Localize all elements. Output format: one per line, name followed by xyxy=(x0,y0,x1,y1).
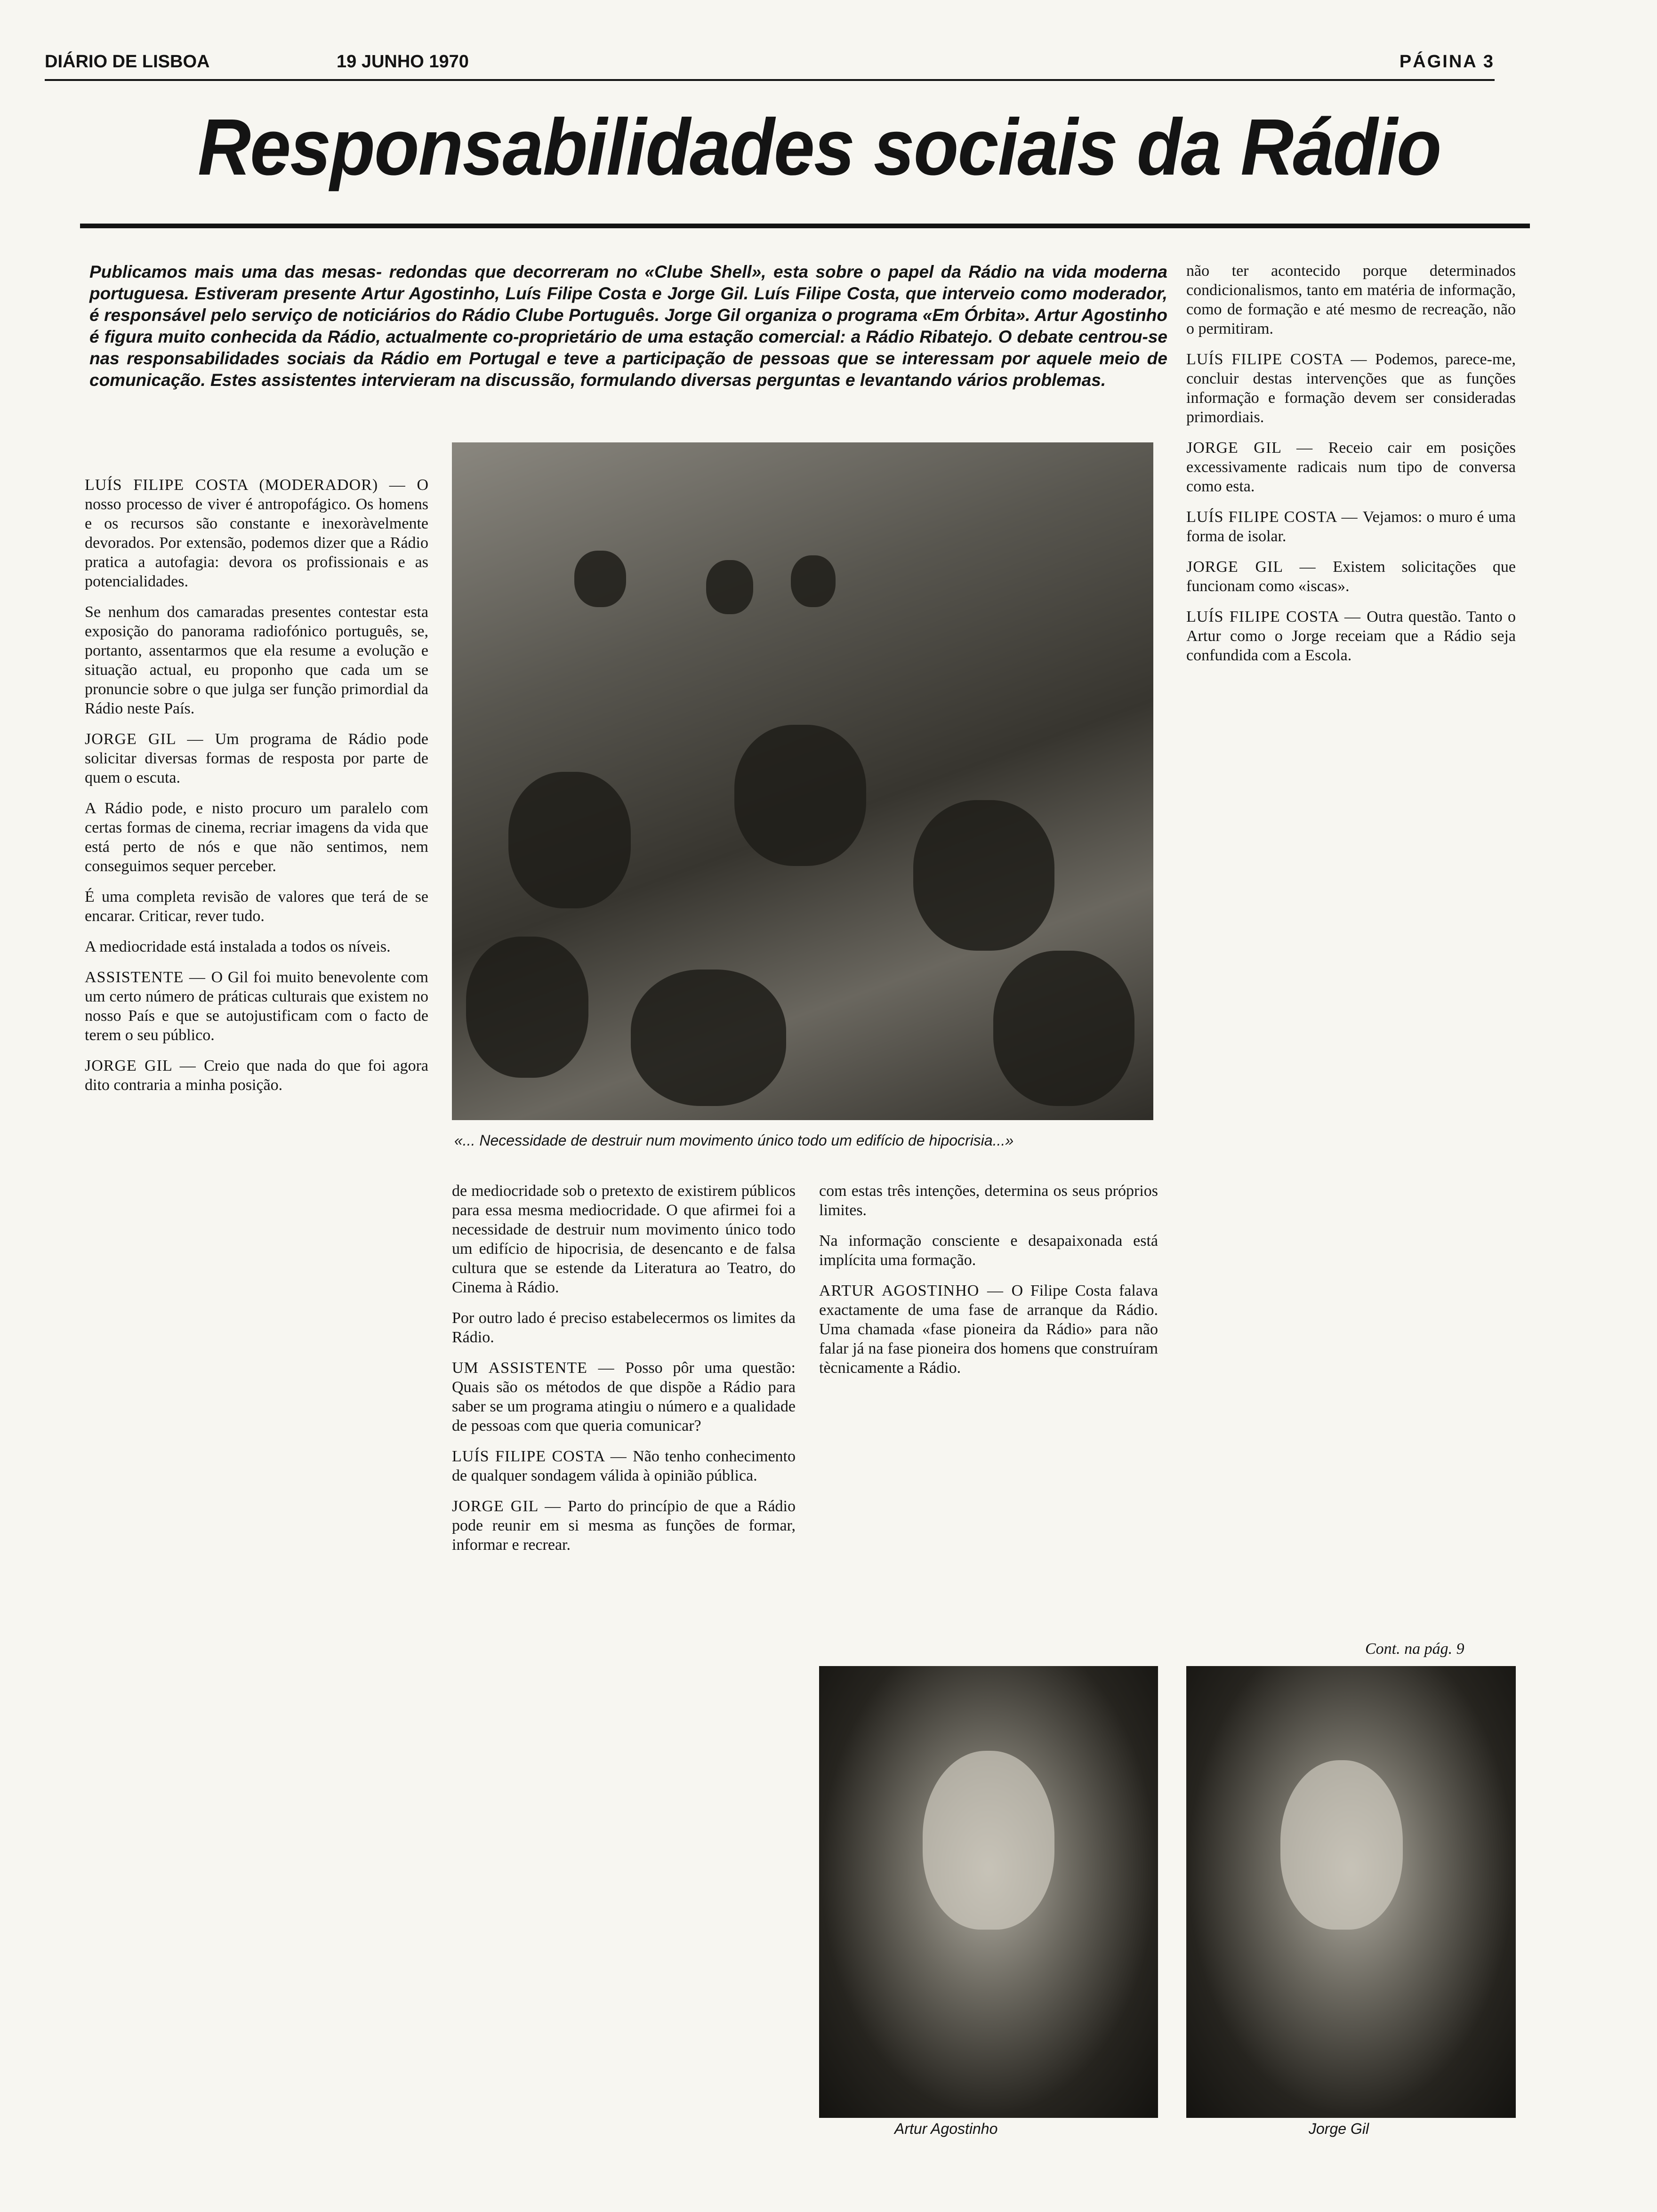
paragraph-text: Por outro lado é preciso estabelecermos os limites da Rádio. xyxy=(452,1309,796,1346)
paragraph-text: Posso pôr uma questão: Quais são os métodos de que dispõe a Rádio para saber se um programa atingiu o número e a qualidade de pessoas com que queria comunicar? xyxy=(452,1359,796,1435)
paragraph-text: Receio cair em posições excessivamente radicais num tipo de conversa como esta. xyxy=(1186,439,1516,495)
speaker-label: LUÍS FILIPE COSTA (MODERADOR) — xyxy=(85,476,417,494)
paragraph-text: Creio que nada do que foi agora dito contraria a minha posição. xyxy=(85,1057,428,1094)
paragraph xyxy=(819,1281,1158,1378)
paragraph-text: O nosso processo de viver é antropofágico. Os homens e os recursos são constante e inexoràvelmente devorados. Por extensão, podemos dizer que a Rádio pratica a autofagia: devora os profissionais e as potencialidades. xyxy=(85,476,428,590)
continuation-note: Cont. na pág. 9 xyxy=(1365,1640,1464,1658)
speaker-label: LUÍS FILIPE COSTA — xyxy=(1186,351,1375,368)
paragraph-text: de mediocridade sob o pretexto de existirem públicos para essa mesma mediocridade. O que afirmei foi a necessidade de destruir num movimento único todo um edifício de hipocrisia, de desencanto e de falsa cultura que se estende da Literatura ao Teatro, do Cinema à Rádio. xyxy=(452,1182,796,1296)
paragraph-text: com estas três intenções, determina os seus próprios limites. xyxy=(819,1182,1158,1219)
paragraph xyxy=(85,799,428,876)
paragraph-text: Podemos, parece-me, concluir destas intervenções que as funções informação e formação devem ser consideradas primordiais. xyxy=(1186,351,1516,426)
speaker-label: LUÍS FILIPE COSTA — xyxy=(452,1448,633,1465)
masthead xyxy=(45,51,1495,81)
column-4 xyxy=(1186,261,1516,676)
paragraph xyxy=(452,1497,796,1555)
column-2 xyxy=(452,1181,796,1566)
speaker-label: LUÍS FILIPE COSTA — xyxy=(1186,508,1363,526)
paragraph xyxy=(1186,350,1516,427)
paragraph-text: Um programa de Rádio pode solicitar diversas formas de resposta por parte de quem o escuta. xyxy=(85,730,429,786)
column-3 xyxy=(819,1181,1158,1389)
headline-rule xyxy=(80,224,1530,228)
speaker-label: ARTUR AGOSTINHO — xyxy=(819,1282,1012,1299)
speaker-label: JORGE GIL — xyxy=(1186,439,1328,457)
paragraph-text: O Filipe Costa falava exactamente de uma fase de arranque da Rádio. Uma chamada «fase pioneira da Rádio» para não falar já na fase pioneira dos homens que construíram tècnicamente a Rádio. xyxy=(819,1282,1158,1377)
portrait-caption-left: Artur Agostinho xyxy=(894,2120,998,2137)
page-number: PÁGINA 3 xyxy=(1399,52,1495,72)
paragraph-text: É uma completa revisão de valores que terá de se encarar. Criticar, rever tudo. xyxy=(85,888,428,925)
debate-photo xyxy=(452,442,1153,1120)
paragraph xyxy=(85,937,428,956)
paragraph xyxy=(452,1447,796,1485)
paragraph-text: A Rádio pode, e nisto procuro um paralelo com certas formas de cinema, recriar imagens da vida que está perto de nós e que não sentimos, nem conseguimos sequer perceber. xyxy=(85,800,428,875)
paragraph-text: Outra questão. Tanto o Artur como o Jorge receiam que a Rádio seja confundida com a Escola. xyxy=(1186,608,1516,664)
paragraph xyxy=(85,887,428,926)
issue-date: 19 JUNHO 1970 xyxy=(337,52,469,72)
paragraph xyxy=(452,1181,796,1297)
speaker-label: JORGE GIL — xyxy=(452,1498,568,1515)
speaker-label: ASSISTENTE — xyxy=(85,969,211,986)
paragraph xyxy=(819,1181,1158,1220)
paragraph xyxy=(819,1231,1158,1270)
speaker-label: UM ASSISTENTE — xyxy=(452,1359,626,1377)
column-1 xyxy=(85,475,428,1106)
paragraph-text: Parto do princípio de que a Rádio pode reunir em si mesma as funções de formar, informar e recrear. xyxy=(452,1498,796,1554)
portrait-artur-agostinho xyxy=(819,1666,1158,2118)
speaker-label: JORGE GIL — xyxy=(1186,558,1333,576)
paragraph xyxy=(85,1056,428,1095)
speaker-label: JORGE GIL — xyxy=(85,1057,204,1074)
paragraph xyxy=(85,602,428,718)
speaker-label: JORGE GIL — xyxy=(85,730,215,748)
photo-caption: «... Necessidade de destruir num movimento único todo um edifício de hipocrisia...» xyxy=(454,1132,1014,1149)
portrait-jorge-gil xyxy=(1186,1666,1516,2118)
paragraph-text: O Gil foi muito benevolente com um certo número de práticas culturais que existem no nosso País e que se autojustificam com o facto de terem o seu público. xyxy=(85,969,428,1044)
paragraph xyxy=(1186,607,1516,665)
newspaper-name: DIÁRIO DE LISBOA xyxy=(45,52,210,72)
paragraph xyxy=(85,729,428,787)
paragraph xyxy=(452,1308,796,1347)
paragraph-text: A mediocridade está instalada a todos os níveis. xyxy=(85,938,391,955)
paragraph xyxy=(1186,507,1516,546)
paragraph xyxy=(85,475,428,591)
paragraph-text: Vejamos: o muro é uma forma de isolar. xyxy=(1186,508,1516,545)
paragraph-text: Não tenho conhecimento de qualquer sondagem válida à opinião pública. xyxy=(452,1448,796,1484)
paragraph xyxy=(85,968,428,1045)
portrait-caption-right: Jorge Gil xyxy=(1309,2120,1369,2137)
paragraph-text: Se nenhum dos camaradas presentes contestar esta exposição do panorama radiofónico português, se, portanto, assentarmos que ela resume a evolução e situação actual, eu proponho que cada um se pronuncie sobre o que julga ser função primordial da Rádio neste País. xyxy=(85,603,428,717)
paragraph-text: Existem solicitações que funcionam como «iscas». xyxy=(1186,558,1516,595)
paragraph xyxy=(452,1358,796,1435)
headline: Responsabilidades sociais da Rádio xyxy=(198,103,1441,192)
paragraph-text: não ter acontecido porque determinados condicionalismos, tanto em matéria de informação, como de formação e até mesmo de recreação, não o permitiram. xyxy=(1186,262,1516,337)
paragraph-text: Na informação consciente e desapaixonada está implícita uma formação. xyxy=(819,1232,1158,1269)
paragraph xyxy=(1186,438,1516,496)
speaker-label: LUÍS FILIPE COSTA — xyxy=(1186,608,1367,625)
intro-paragraph: Publicamos mais uma das mesas- redondas que decorreram no «Clube Shell», esta sobre o papel da Rádio na vida moderna portuguesa. Estiveram presente Artur Agostinho, Luís Filipe Costa e Jorge Gil. Luís Filipe Costa, que interveio como moderador, é responsável pelo serviço de noticiários do Rádio Clube Português. Jorge Gil organiza o programa «Em Órbita». Artur Agostinho é figura muito conhecida da Rádio, actualmente co-proprietário de uma estação comercial: a Rádio Ribatejo. O debate centrou-se nas responsabilidades sociais da Rádio em Portugal e teve a participação de pessoas que se interessam por aquele meio de comunicação. Estes assistentes intervieram na discussão, formulando diversas perguntas e levantando vários problemas. xyxy=(89,262,1167,390)
paragraph xyxy=(1186,261,1516,338)
paragraph xyxy=(1186,557,1516,596)
